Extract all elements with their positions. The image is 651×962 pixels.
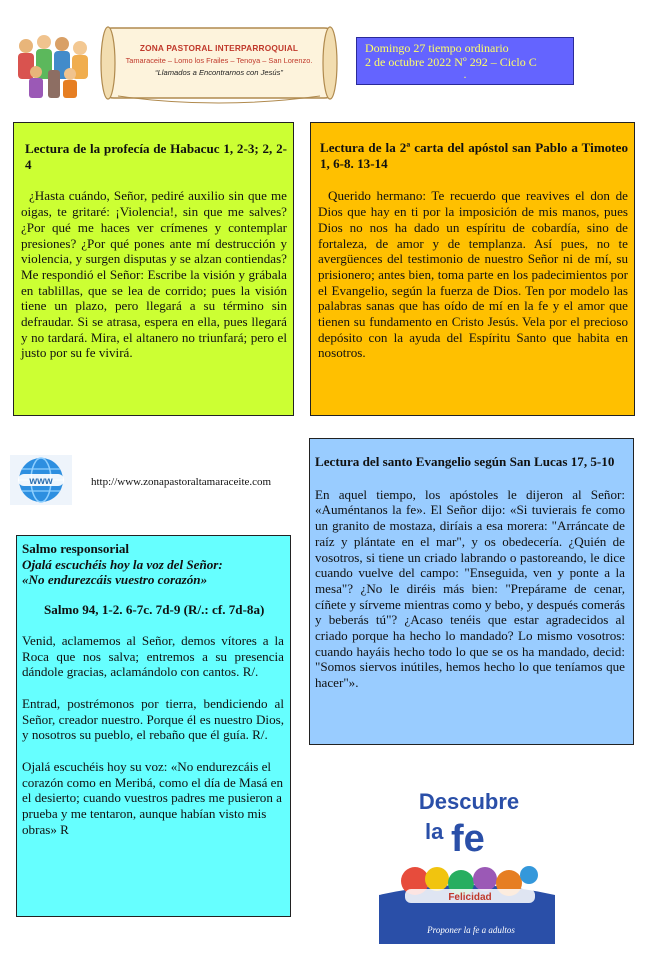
poster-word-la: la <box>425 819 444 844</box>
poster-word-fe: fe <box>451 818 485 860</box>
date-line-1: Domingo 27 tiempo ordinario <box>365 41 509 55</box>
poster-felicidad: Felicidad <box>448 892 492 903</box>
reading-lucas <box>309 438 634 745</box>
salmo-stanza-3: Ojalá escuchéis hoy su voz: «No endurezcáis el corazón como en Meribá, como el día de Masá en el desierto; cuando vuestros padres me pusieron a prueba y me tentaron, aunque habían visto mis obras» R <box>22 759 284 837</box>
timoteo-text: Querido hermano: Te recuerdo que reavives el don de Dios que hay en ti por la imposición de mis manos, pues Dios no nos ha dado un espíritu de cobardía, sino de fortaleza, de amor y de templanza. Así pues, no te avergüences del testimonio de nuestro Señor ni de mí, su prisionero; antes bien, toma parte en los padecimientos por el Evangelio, según la fuerza de Dios. Ten por modelo las palabras sanas que has oído de mí en la fe y el amor que tienen su fundamento en Cristo Jesús. Vela por el precioso depósito con la ayuda del Espíritu Santo que habita en nosotros. <box>318 188 628 361</box>
globe-label: www <box>29 476 53 487</box>
salmo-stanza-1: Venid, aclamemos al Señor, demos vítores a la Roca que nos salva; entremos a su presencia dándole gracias, aclamándolo con cantos. R/. <box>22 632 284 680</box>
reading-habacuc <box>13 122 294 416</box>
date-box <box>356 37 574 85</box>
date-dot: . <box>463 67 467 81</box>
descubre-la-fe-poster <box>379 783 555 944</box>
habacuc-title: Lectura de la profecía de Habacuc 1, 2-3; 2, 2-4 <box>25 141 287 172</box>
website-url-link[interactable]: http://www.zonapastoraltamaraceite.com <box>91 476 272 488</box>
salmo-antiphon-1: Ojalá escuchéis hoy la voz del Señor: <box>22 556 223 572</box>
zone-scroll-banner <box>98 18 340 106</box>
zone-places: Tamaraceite – Lomo los Frailes – Tenoya – San Lorenzo. <box>125 56 313 65</box>
salmo-stanza-2: Entrad, postrémonos por tierra, bendiciendo al Señor, creador nuestro. Porque él es nuestro Dios, y nosotros su pueblo, el rebaño que él guía. R/. <box>22 695 284 743</box>
timoteo-title: Lectura de la 2ª carta del apóstol san Pablo a Timoteo 1, 6-8. 13-14 <box>320 140 628 171</box>
reading-timoteo <box>310 122 635 416</box>
zone-title: ZONA PASTORAL INTERPARROQUIAL <box>139 43 299 53</box>
globe-www-icon <box>10 455 72 505</box>
habacuc-text: ¿Hasta cuándo, Señor, pediré auxilio sin que me oigas, te gritaré: ¡Violencia!, sin que me salves? ¿Por qué me haces ver crímenes y contemplar presiones? ¿Por qué pones ante mí destrucción y violencia, y surgen disputas y se alzan contiendas? Me respondió el Señor: Escribe la visión y grábala en tablillas, que se lea de corrido; pues la visión tiene un plazo, pero llegará a su término sin defraudar. Si se atrasa, espera en ella, pues llegará y no tardará. Mira, el altanero no triunfará; pero el justo por su fe vivirá. <box>21 188 287 361</box>
zone-motto: “Llamados a Encontrarnos con Jesús” <box>155 68 283 77</box>
lucas-title: Lectura del santo Evangelio según San Lucas 17, 5-10 <box>315 454 615 469</box>
salmo-responsorial <box>16 535 291 917</box>
salmo-heading: Salmo responsorial <box>22 541 130 556</box>
poster-word-descubre: Descubre <box>418 789 520 814</box>
lucas-text: En aquel tiempo, los apóstoles le dijeron al Señor: «Auméntanos la fe». El Señor dijo: «Si tuvierais fe como un granito de mostaza, diríais a esa morera: "Arráncate de raíz y plántate en el mar", y os obedecería. ¿Quién de vosotros, si tiene un criado labrando o pastoreando, le dice cuando vuelve del campo: "Enseguida, ven y ponte a la mesa"? ¿No le diréis más bien: "Prepárame de cenar, cíñete y sírveme mientras como y bebo, y después comerás y beberás tú"? ¿Acaso tenéis que estar agradecidos al criado porque ha hecho lo mandado? Lo mismo vosotros: cuando hayáis hecho todo lo que se os ha mandado, decid: "Somos siervos inútiles, hemos hecho lo que teníamos que hacer"». <box>315 486 625 691</box>
date-line-2: 2 de octubre 2022 Nº 292 – Ciclo C <box>365 55 537 69</box>
salmo-reference: Salmo 94, 1-2. 6-7c. 7d-9 (R/.: cf. 7d-8a) <box>44 602 265 618</box>
poster-tagline: Proponer la fe a adultos <box>427 925 515 935</box>
parish-kids-logo <box>12 30 96 100</box>
salmo-antiphon-2: «No endurezcáis vuestro corazón» <box>22 572 208 588</box>
